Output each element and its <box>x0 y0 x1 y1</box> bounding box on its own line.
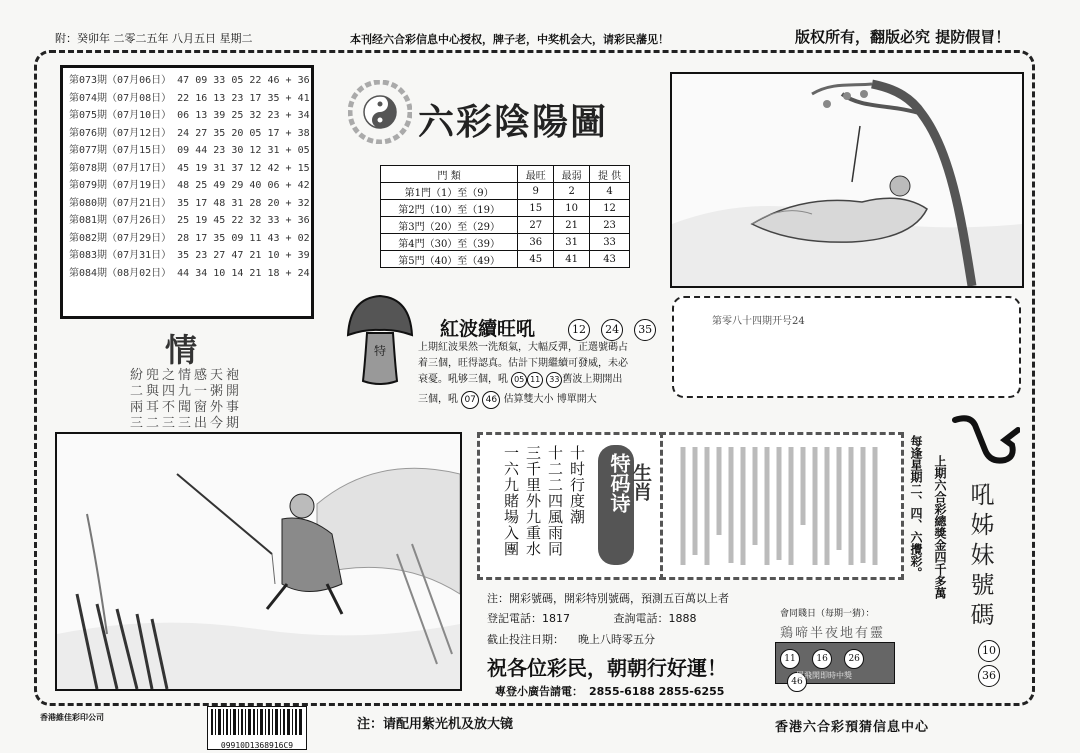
magnifier-hint: 注：请配用紫光机及放大镜 <box>357 717 514 732</box>
deadline <box>487 631 655 647</box>
printer-name: 香港維佳彩印公司 <box>40 712 104 722</box>
history-row: 第077期（07月15日） 09 44 23 30 12 31 + 05 <box>69 145 310 156</box>
lucky-footer: 買飛開即時中獎 <box>796 671 852 680</box>
table-cell: 4 <box>590 183 630 200</box>
table-header: 最旺 <box>518 166 554 183</box>
phone-value: 1888 <box>668 612 697 625</box>
label: 專登小廣告請電： <box>495 685 583 698</box>
history-row: 第084期（08月02日） 44 34 10 14 21 18 + 24 <box>69 267 310 279</box>
fisherman-illustration <box>55 432 462 691</box>
poem-column: 十时行度潮 <box>568 445 586 525</box>
table-cell: 第3門（20）至（29） <box>381 217 518 234</box>
copyright-notice: 版权所有，翻版必究 提防假冒！ <box>795 28 1011 46</box>
number-ball: 12 <box>568 319 590 341</box>
table-cell: 31 <box>554 234 590 251</box>
text-line: 上期紅波果然一洗頹氣，大幅反彈，正選號碼占 <box>418 342 628 353</box>
history-row: 第076期（07月12日） 24 27 35 20 05 17 + 38 <box>69 127 310 139</box>
scholar-illustration <box>670 72 1024 288</box>
table-header: 門 類 <box>381 166 518 183</box>
text-span: 估算雙大小 博單開大 <box>503 394 597 405</box>
table-cell: 15 <box>518 200 554 217</box>
red-wave-balls <box>568 318 656 341</box>
text-span: 衰憂。吼够三個，吼 <box>418 374 508 385</box>
table-cell: 第2門（10）至（19） <box>381 200 518 217</box>
draw-history <box>60 65 314 319</box>
draw-schedule: 每逢星期二、四、六攪彩。 <box>909 435 923 579</box>
poem-line: 紛兜之情感天袍 <box>130 368 243 383</box>
table-cell: 第5門（40）至（49） <box>381 251 518 268</box>
poem-line: 三二三三出今期 <box>130 416 243 431</box>
lucky-phrase: 鶏啼半夜地有靈 <box>780 626 886 641</box>
history-row: 第073期（07月06日） 47 09 33 05 22 46 + 36 <box>69 75 310 86</box>
text-line: 着三個，旺得認真。估計下期繼續可發威，未必 <box>418 358 628 369</box>
table-row <box>381 217 630 234</box>
number-ball: 36 <box>978 665 1000 687</box>
poem-line: 二與四九一粥開 <box>130 384 243 399</box>
number-ball: 10 <box>978 640 1000 662</box>
love-title: 情 <box>165 331 198 369</box>
text-span: 三個，吼 <box>418 394 458 405</box>
table-row <box>381 251 630 268</box>
page-title: 六彩陰陽圖 <box>418 101 609 143</box>
saxophone-icon <box>950 415 1020 470</box>
history-row: 第075期（07月10日） 06 13 39 25 32 23 + 34 <box>69 110 310 121</box>
number-ball: 24 <box>601 319 623 341</box>
number-ball: 35 <box>634 319 656 341</box>
poem-line: 兩耳不聞窗外事 <box>130 400 243 415</box>
number-groups-table <box>380 165 630 268</box>
table-cell: 9 <box>518 183 554 200</box>
registration-phone <box>487 610 697 626</box>
number-ball: 46 <box>787 672 807 692</box>
sister-numbers-title: 吼姊妹號碼 <box>966 482 994 632</box>
table-row <box>381 183 630 200</box>
table-row <box>381 234 630 251</box>
badge-text: 特码诗 <box>607 453 631 513</box>
table-header: 最弱 <box>554 166 590 183</box>
table-cell: 27 <box>518 217 554 234</box>
ad-contact <box>495 683 724 699</box>
table-cell: 12 <box>590 200 630 217</box>
love-poem <box>130 368 242 432</box>
greeting: 祝各位彩民，朝朝行好運！ <box>487 656 727 680</box>
phone-value: 2855-6188 2855-6255 <box>589 685 725 698</box>
label: 查詢電話： <box>613 612 669 625</box>
issue-date: 附：癸卯年 二零二五年 八月五日 星期二 <box>55 32 253 45</box>
history-row: 第082期（07月29日） 28 17 35 09 11 43 + 02 <box>69 232 310 244</box>
number-ball: 26 <box>844 649 864 669</box>
sister-balls <box>978 640 1000 687</box>
number-ball: 33 <box>546 372 562 388</box>
number-ball: 05 <box>511 372 527 388</box>
table-cell: 21 <box>554 217 590 234</box>
phone-value: 1817 <box>542 612 570 625</box>
barcode <box>207 706 307 750</box>
history-row: 第083期（07月31日） 35 23 27 47 21 10 + 39 <box>69 250 310 261</box>
table-cell: 23 <box>590 217 630 234</box>
number-ball: 11 <box>527 372 543 388</box>
table-row <box>381 200 630 217</box>
table-cell: 33 <box>590 234 630 251</box>
history-row: 第074期（07月08日） 22 16 13 23 17 35 + 41 <box>69 92 310 104</box>
table-cell: 43 <box>590 251 630 268</box>
table-cell: 第4門（30）至（39） <box>381 234 518 251</box>
poem-column: 十二二四風雨同 <box>546 445 564 557</box>
history-row: 第081期（07月26日） 25 19 45 22 32 33 + 36 <box>69 215 310 226</box>
history-row: 第079期（07月19日） 48 25 49 29 40 06 + 42 <box>69 180 310 191</box>
text-span: 舊波上期開出 <box>562 374 623 385</box>
history-row: 第078期（07月17日） 45 19 31 37 12 42 + 15 <box>69 162 310 174</box>
lucky-balls <box>780 646 894 692</box>
zodiac-label: 生肖 <box>630 463 652 501</box>
table-header: 提 供 <box>590 166 630 183</box>
last-jackpot: 上期六合彩總獎金四千多萬 <box>933 455 947 599</box>
poem-column: 三千里外九重水 <box>524 445 542 557</box>
label: 登記電話： <box>487 612 542 625</box>
barcode-number: 09910D1368916C9 <box>220 741 294 750</box>
number-ball: 07 <box>461 391 479 409</box>
result-box <box>672 296 1021 398</box>
number-ball: 16 <box>812 649 832 669</box>
red-wave-title: 紅波續旺吼 <box>440 318 536 340</box>
yin-yang-logo-icon <box>348 80 412 144</box>
table-cell: 10 <box>554 200 590 217</box>
draw-note: 注：開彩號碼，開彩特別號碼，預測五百萬以上者 <box>487 592 729 605</box>
result-text: 第零八十四期开号24 <box>712 316 805 327</box>
info-center-name: 香港六合彩預猜信息中心 <box>775 720 930 735</box>
table-cell: 2 <box>554 183 590 200</box>
text-line <box>418 372 628 388</box>
lucky-panel <box>775 642 895 687</box>
info-text-box <box>660 432 904 580</box>
label: 截止投注日期： <box>487 633 564 646</box>
table-cell: 第1門（1）至（9） <box>381 183 518 200</box>
table-cell: 41 <box>554 251 590 268</box>
poem-column: 一六九賭場入團 <box>502 445 520 557</box>
text-line <box>418 391 628 409</box>
number-ball: 11 <box>780 649 800 669</box>
zodiac-poem-box <box>477 432 665 580</box>
lucky-title: 會同賤日（每期一猜）： <box>780 609 875 619</box>
deadline-value: 晚上八時零五分 <box>578 633 655 646</box>
red-wave-text <box>418 340 628 409</box>
authorization-notice: 本刊经六合彩信息中心授权，牌子老，中奖机会大，请彩民藩见！ <box>350 33 669 46</box>
mushroom-icon <box>345 293 415 388</box>
svg-text:特: 特 <box>373 344 387 358</box>
table-cell: 45 <box>518 251 554 268</box>
table-cell: 36 <box>518 234 554 251</box>
number-ball: 46 <box>482 391 500 409</box>
history-row: 第080期（07月21日） 35 17 48 31 28 20 + 32 <box>69 197 310 209</box>
